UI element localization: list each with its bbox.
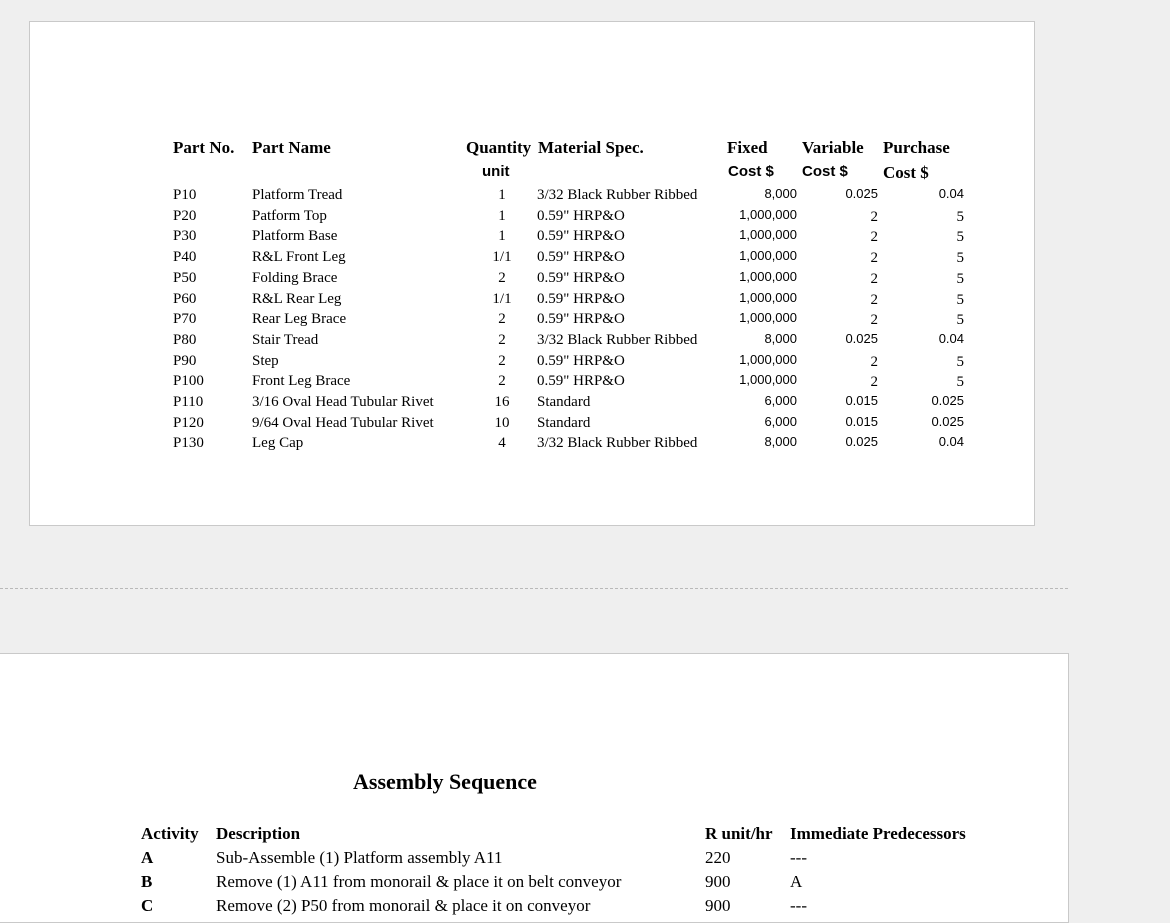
material-cell: 3/32 Black Rubber Ribbed	[537, 331, 698, 348]
material-cell: 0.59" HRP&O	[537, 290, 625, 307]
variable-cost-cell: 0.025	[845, 330, 878, 346]
material-cell: 3/32 Black Rubber Ribbed	[537, 435, 698, 452]
header-fixed-cost-line1: Fixed	[727, 138, 768, 157]
header-variable-cost-line1: Variable	[802, 138, 864, 157]
purchase-cost-cell: 0.04	[938, 186, 964, 201]
part-no-cell: P120	[173, 414, 204, 431]
purchase-cost-cell: 5	[956, 353, 964, 370]
fixed-cost-cell: 1,000,000	[739, 268, 797, 284]
quantity-cell: 1/1	[492, 249, 512, 266]
rate-cell: 900	[705, 896, 731, 915]
part-no-cell: P30	[173, 228, 197, 245]
rate-cell: 220	[705, 848, 731, 867]
part-name-cell: R&L Front Leg	[252, 249, 346, 266]
part-no-cell: P70	[173, 311, 197, 328]
fixed-cost-cell: 6,000	[764, 393, 797, 408]
quantity-cell: 10	[494, 414, 510, 431]
part-name-cell: 9/64 Oval Head Tubular Rivet	[252, 414, 434, 431]
variable-cost-cell: 2	[870, 270, 878, 287]
rate-cell: 900	[705, 872, 731, 891]
variable-cost-cell: 2	[870, 229, 878, 246]
variable-cost-cell: 2	[870, 250, 878, 267]
header-quantity-unit: unit	[482, 163, 510, 180]
fixed-cost-cell: 1,000,000	[739, 248, 797, 264]
part-no-cell: P10	[173, 187, 197, 203]
fixed-cost-cell: 1,000,000	[739, 372, 797, 388]
variable-cost-cell: 2	[870, 374, 878, 391]
description-cell: Remove (1) A11 from monorail & place it on belt conveyor	[216, 872, 622, 891]
purchase-cost-cell: 5	[956, 229, 964, 246]
quantity-cell: 2	[498, 269, 506, 286]
purchase-cost-cell: 0.025	[931, 413, 964, 429]
variable-cost-cell: 2	[870, 312, 878, 329]
part-name-cell: Folding Brace	[252, 269, 338, 286]
header-part-no: Part No.	[173, 138, 235, 157]
page-break-divider	[0, 588, 1068, 589]
predecessor-cell: ---	[790, 848, 807, 867]
predecessor-cell: A	[790, 872, 803, 891]
quantity-cell: 1/1	[492, 290, 512, 307]
quantity-cell: 1	[498, 228, 506, 245]
purchase-cost-cell: 5	[956, 250, 964, 267]
part-no-cell: P50	[173, 269, 197, 286]
quantity-cell: 2	[498, 311, 506, 328]
part-name-cell: Front Leg Brace	[252, 373, 351, 390]
part-name-cell: Rear Leg Brace	[252, 311, 347, 328]
material-cell: Standard	[537, 414, 591, 431]
header-immediate-predecessors: Immediate Predecessors	[790, 824, 966, 843]
part-name-cell: Step	[252, 352, 279, 369]
part-no-cell: P90	[173, 352, 197, 369]
quantity-cell: 2	[498, 352, 506, 369]
header-purchase-cost-line1: Purchase	[883, 138, 950, 157]
variable-cost-cell: 2	[870, 353, 878, 370]
assembly-title: Assembly Sequence	[353, 769, 537, 794]
material-cell: 0.59" HRP&O	[537, 249, 625, 266]
description-cell: Remove (2) P50 from monorail & place it on conveyor	[216, 896, 591, 915]
part-name-cell: Leg Cap	[252, 435, 304, 452]
predecessor-cell: ---	[790, 896, 807, 915]
variable-cost-cell: 2	[870, 291, 878, 308]
purchase-cost-cell: 5	[956, 374, 964, 391]
material-cell: 0.59" HRP&O	[537, 373, 625, 390]
header-purchase-cost-line2: Cost $	[883, 163, 929, 182]
activity-cell: A	[141, 848, 154, 867]
fixed-cost-cell: 6,000	[764, 413, 797, 429]
fixed-cost-cell: 8,000	[764, 330, 797, 346]
part-name-cell: R&L Rear Leg	[252, 290, 342, 307]
purchase-cost-cell: 5	[956, 312, 964, 329]
variable-cost-cell: 2	[870, 208, 878, 225]
part-name-cell: Platform Tread	[252, 187, 343, 203]
quantity-cell: 2	[498, 373, 506, 390]
purchase-cost-cell: 5	[956, 270, 964, 287]
document-page-1	[29, 21, 1035, 526]
part-name-cell: Patform Top	[252, 207, 327, 224]
material-cell: 3/32 Black Rubber Ribbed	[537, 187, 698, 203]
quantity-cell: 2	[498, 331, 506, 348]
part-no-cell: P20	[173, 207, 197, 224]
variable-cost-cell: 0.015	[845, 413, 878, 429]
quantity-cell: 16	[494, 394, 510, 410]
header-part-name: Part Name	[252, 138, 331, 157]
purchase-cost-cell: 0.025	[931, 393, 964, 408]
part-no-cell: P40	[173, 249, 197, 266]
part-no-cell: P110	[173, 394, 204, 410]
quantity-cell: 1	[498, 187, 506, 203]
activity-cell: B	[141, 872, 153, 891]
part-no-cell: P60	[173, 290, 197, 307]
header-material-spec: Material Spec.	[538, 138, 644, 157]
material-cell: 0.59" HRP&O	[537, 228, 625, 245]
activity-cell: C	[141, 896, 154, 915]
material-cell: 0.59" HRP&O	[537, 269, 625, 286]
part-name-cell: Stair Tread	[252, 331, 319, 348]
quantity-cell: 4	[498, 435, 506, 452]
part-name-cell: Platform Base	[252, 228, 338, 245]
header-activity: Activity	[141, 824, 199, 843]
material-cell: 0.59" HRP&O	[537, 352, 625, 369]
fixed-cost-cell: 8,000	[764, 434, 797, 450]
purchase-cost-cell: 0.04	[938, 330, 964, 346]
part-no-cell: P100	[173, 373, 204, 390]
variable-cost-cell: 0.025	[845, 434, 878, 450]
header-variable-cost-line2: Cost $	[802, 163, 848, 180]
header-fixed-cost-line2: Cost $	[728, 163, 774, 180]
part-no-cell: P80	[173, 331, 197, 348]
purchase-cost-cell: 5	[956, 208, 964, 225]
fixed-cost-cell: 1,000,000	[739, 351, 797, 367]
material-cell: 0.59" HRP&O	[537, 311, 625, 328]
variable-cost-cell: 0.025	[845, 186, 878, 201]
header-quantity: Quantity	[466, 138, 532, 157]
fixed-cost-cell: 8,000	[764, 186, 797, 201]
part-no-cell: P130	[173, 435, 204, 452]
header-rate: R unit/hr	[705, 824, 773, 843]
document-page-2	[0, 653, 1069, 923]
material-cell: Standard	[537, 394, 591, 410]
purchase-cost-cell: 0.04	[938, 434, 964, 450]
part-name-cell: 3/16 Oval Head Tubular Rivet	[252, 394, 434, 410]
fixed-cost-cell: 1,000,000	[739, 227, 797, 243]
description-cell: Sub-Assemble (1) Platform assembly A11	[216, 848, 503, 867]
material-cell: 0.59" HRP&O	[537, 207, 625, 224]
header-description: Description	[216, 824, 301, 843]
fixed-cost-cell: 1,000,000	[739, 289, 797, 305]
purchase-cost-cell: 5	[956, 291, 964, 308]
fixed-cost-cell: 1,000,000	[739, 310, 797, 326]
quantity-cell: 1	[498, 207, 506, 224]
fixed-cost-cell: 1,000,000	[739, 206, 797, 222]
variable-cost-cell: 0.015	[845, 393, 878, 408]
